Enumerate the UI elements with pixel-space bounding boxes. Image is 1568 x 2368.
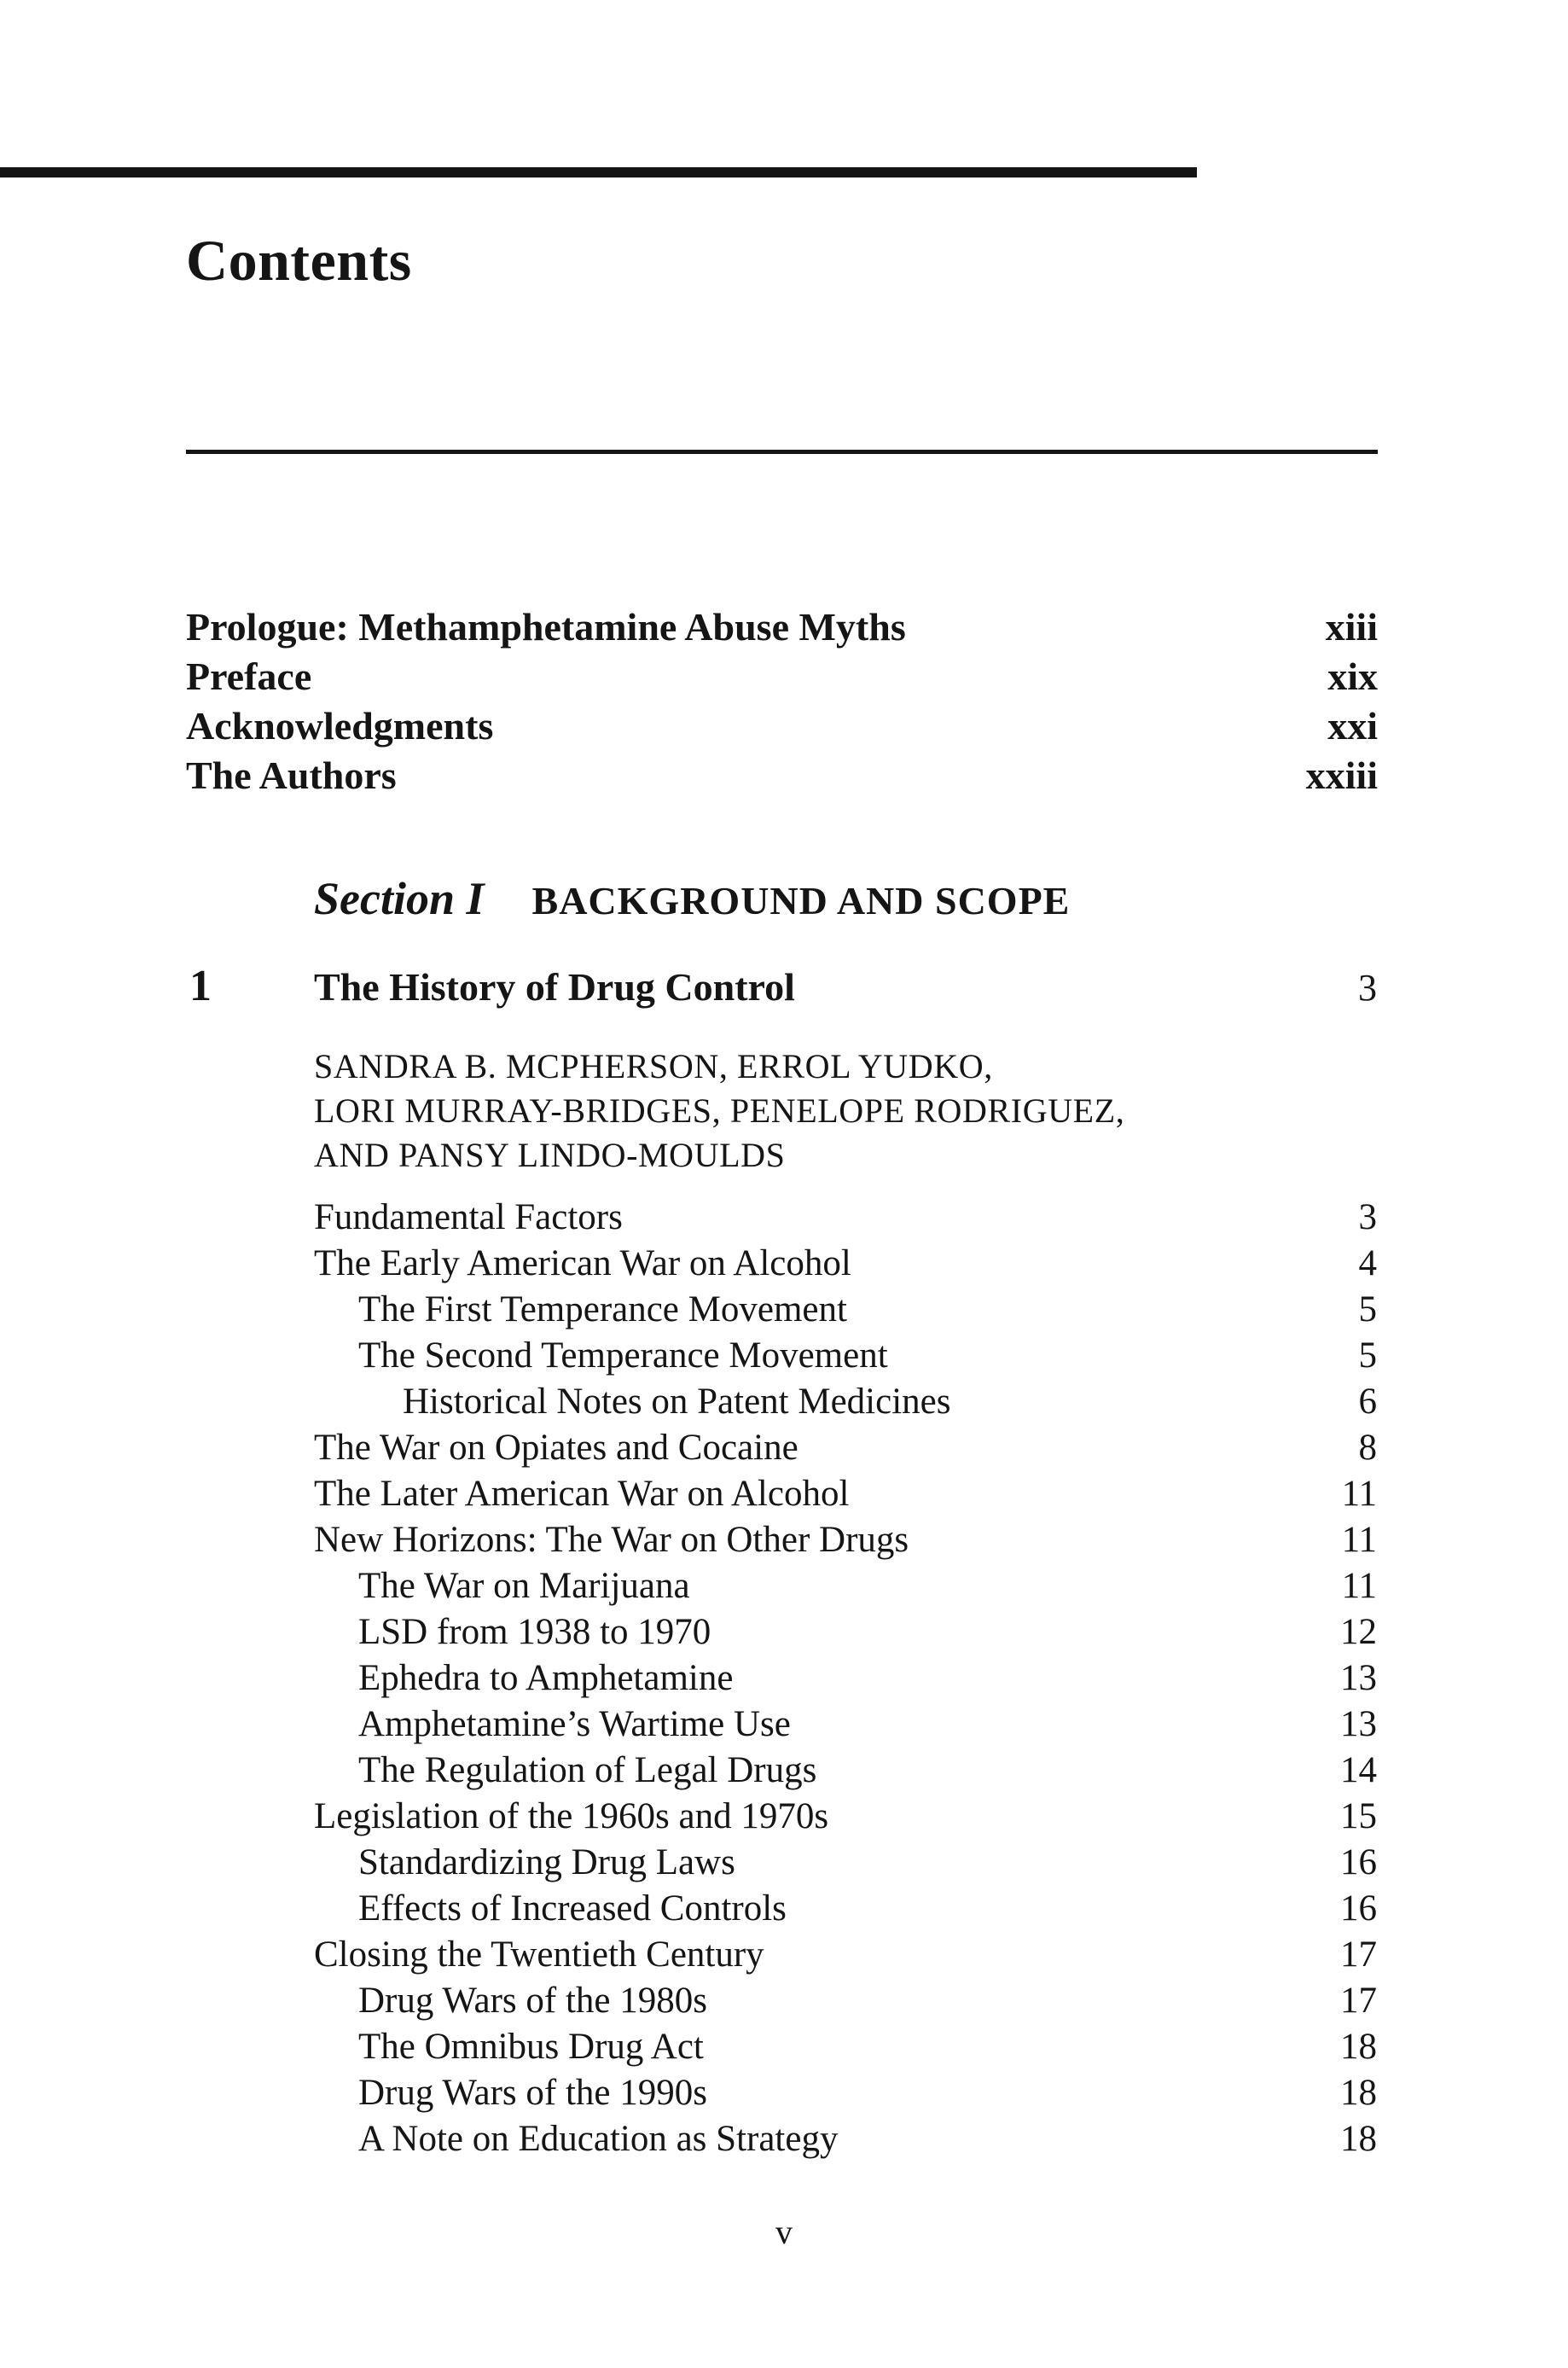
toc-entry-row — [314, 1241, 1377, 1287]
toc-entry-row — [314, 1609, 1377, 1655]
front-matter-row-page: xxiii — [1305, 753, 1378, 797]
front-matter-row-label: Preface — [186, 655, 312, 698]
toc-entry-row-label: The Second Temperance Movement — [358, 1335, 888, 1376]
toc-entry-row-page: 13 — [1340, 1658, 1377, 1698]
toc-entry-row-page: 3 — [1358, 1197, 1377, 1237]
author-line: LORI MURRAY-BRIDGES, PENELOPE RODRIGUEZ, — [314, 1091, 1125, 1130]
top-rule — [0, 167, 1197, 177]
front-matter-row-label: Prologue: Methamphetamine Abuse Myths — [186, 605, 906, 649]
front-matter-row-page: xiii — [1325, 605, 1378, 649]
toc-entry-row-page: 11 — [1341, 1474, 1377, 1514]
front-matter-list — [186, 602, 1378, 800]
toc-entry-row — [314, 2116, 1377, 2162]
toc-entry-row-label: The War on Opiates and Cocaine — [314, 1428, 799, 1468]
toc-entry-row-label: Ephedra to Amphetamine — [358, 1658, 734, 1698]
author-line: SANDRA B. MCPHERSON, ERROL YUDKO, — [314, 1047, 993, 1085]
toc-entry-row — [314, 1655, 1377, 1702]
toc-entry-row — [314, 1794, 1377, 1840]
chapter-authors — [314, 1044, 1124, 1178]
toc-entry-row — [314, 1886, 1377, 1932]
toc-entry-row-label: Closing the Twentieth Century — [314, 1935, 764, 1975]
toc-entry-row-page: 11 — [1341, 1566, 1377, 1606]
toc-entry-row — [314, 2070, 1377, 2116]
section-heading — [314, 872, 1070, 925]
toc-entry-row — [314, 1287, 1377, 1333]
front-matter-row-label: Acknowledgments — [186, 704, 494, 748]
toc-entry-row-label: Legislation of the 1960s and 1970s — [314, 1796, 829, 1836]
toc-entry-row-page: 11 — [1341, 1520, 1377, 1560]
toc-entry-row — [314, 1978, 1377, 2024]
toc-entry-row — [314, 1379, 1377, 1425]
toc-entry-row-label: The Early American War on Alcohol — [314, 1243, 851, 1283]
toc-entry-row — [314, 1471, 1377, 1517]
toc-entry-row-label: Drug Wars of the 1990s — [358, 2073, 707, 2113]
toc-entry-row-label: Effects of Increased Controls — [358, 1888, 787, 1929]
toc-entry-row-label: New Horizons: The War on Other Drugs — [314, 1520, 909, 1560]
front-matter-row-label: The Authors — [186, 753, 397, 797]
toc-entry-row-label: The Omnibus Drug Act — [358, 2027, 704, 2067]
toc-entry-row-label: The Regulation of Legal Drugs — [358, 1750, 817, 1790]
front-matter-row — [186, 751, 1378, 800]
toc-entry-row-page: 5 — [1358, 1289, 1377, 1329]
toc-entry-row-page: 13 — [1340, 1704, 1377, 1744]
toc-entry-row — [314, 1932, 1377, 1978]
toc-entry-row — [314, 1517, 1377, 1563]
toc-entry-row-label: Historical Notes on Patent Medicines — [403, 1382, 951, 1422]
toc-entry-row — [314, 1333, 1377, 1379]
chapter-title: The History of Drug Control — [314, 965, 795, 1009]
toc-entry-row-label: Amphetamine’s Wartime Use — [358, 1704, 791, 1744]
toc-entry-row-label: LSD from 1938 to 1970 — [358, 1612, 711, 1652]
toc-entry-row — [314, 1702, 1377, 1748]
page-number: v — [775, 2213, 793, 2251]
toc-entry-row-label: The War on Marijuana — [358, 1566, 690, 1606]
toc-entry-row-page: 15 — [1340, 1796, 1377, 1836]
front-matter-row — [186, 652, 1378, 701]
toc-entry-row-page: 18 — [1340, 2073, 1377, 2113]
section-title: BACKGROUND AND SCOPE — [531, 879, 1071, 922]
toc-entry-row-page: 12 — [1340, 1612, 1377, 1652]
toc-entry-row-label: A Note on Education as Strategy — [358, 2119, 839, 2159]
toc-entries — [314, 1195, 1377, 2162]
toc-entry-row-page: 6 — [1358, 1382, 1377, 1422]
toc-entry-row — [314, 2024, 1377, 2070]
section-label: Section I — [314, 873, 485, 924]
chapter-row — [189, 961, 1377, 1011]
toc-entry-row-page: 5 — [1358, 1335, 1377, 1376]
front-matter-row — [186, 602, 1378, 652]
toc-entry-row-page: 8 — [1358, 1428, 1377, 1468]
page-title: Contents — [186, 228, 412, 293]
toc-entry-row-label: The Later American War on Alcohol — [314, 1474, 850, 1514]
front-matter-row-page: xxi — [1327, 704, 1378, 748]
front-matter-row — [186, 701, 1378, 751]
toc-entry-row-label: Fundamental Factors — [314, 1197, 623, 1237]
toc-entry-row-page: 17 — [1340, 1935, 1377, 1975]
toc-entry-row-page: 18 — [1340, 2119, 1377, 2159]
toc-entry-row — [314, 1195, 1377, 1241]
toc-entry-row-page: 16 — [1340, 1888, 1377, 1929]
toc-entry-row-page: 17 — [1340, 1981, 1377, 2021]
toc-entry-row — [314, 1425, 1377, 1471]
chapter-page: 3 — [1358, 967, 1377, 1009]
toc-entry-row — [314, 1840, 1377, 1886]
toc-entry-row-label: Standardizing Drug Laws — [358, 1842, 735, 1882]
front-matter-row-page: xix — [1327, 655, 1378, 698]
toc-entry-row-label: Drug Wars of the 1980s — [358, 1981, 707, 2021]
toc-entry-row-label: The First Temperance Movement — [358, 1289, 847, 1329]
divider-rule — [186, 450, 1378, 454]
toc-entry-row — [314, 1563, 1377, 1609]
toc-entry-row-page: 18 — [1340, 2027, 1377, 2067]
toc-entry-row-page: 14 — [1340, 1750, 1377, 1790]
toc-entry-row-page: 4 — [1358, 1243, 1377, 1283]
toc-entry-row-page: 16 — [1340, 1842, 1377, 1882]
chapter-number: 1 — [189, 962, 212, 1010]
toc-entry-row — [314, 1748, 1377, 1794]
author-line: AND PANSY LINDO-MOULDS — [314, 1136, 786, 1174]
